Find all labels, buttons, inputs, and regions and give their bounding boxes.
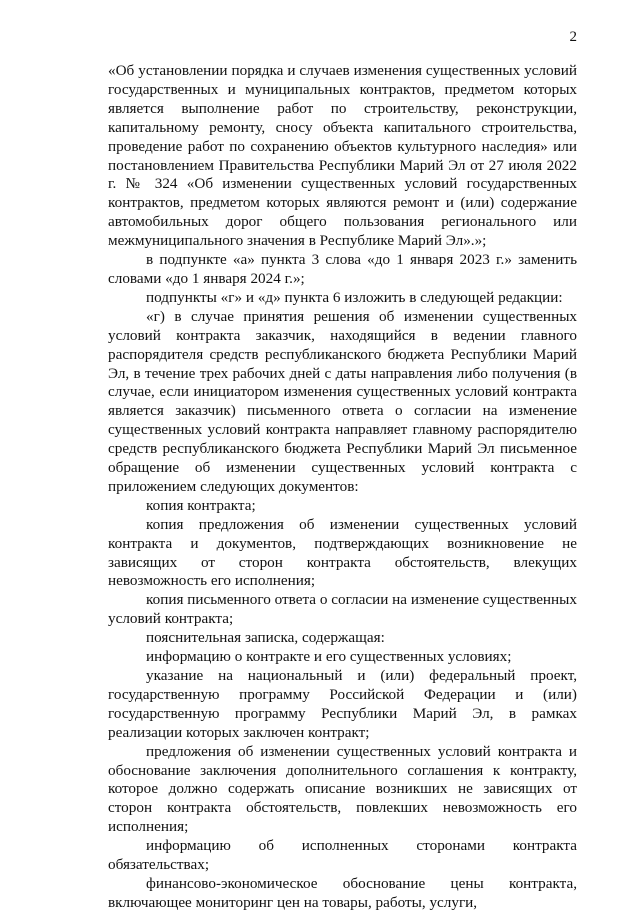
paragraph-9: информацию о контракте и его существенных условиях;	[146, 648, 512, 666]
paragraph-8: пояснительная записка, содержащая:	[146, 629, 385, 647]
page-number: 2	[569, 29, 577, 45]
paragraph-4: «г) в случае принятия решения об изменении существенных условий контракта заказчик, находящийся в ведении главного распорядителя средств республиканского бюджета Республики Марий Эл, в течение трех рабочих дней с даты направления либо получения (в случае, если инициатором изменения существенных условий контракта является заказчик) письменного ответа о согласии на изменение существенных условий контракта направляет главному распорядителю средств республиканского бюджета Республики Марий Эл письменное обращение об изменении существенных условий контракта с приложением следующих документов:	[108, 307, 577, 495]
paragraph-13: финансово-экономическое обоснование цены контракта, включающее мониторинг цен на товары, работы, услуги,	[108, 874, 577, 911]
paragraph-12: информацию об исполненных сторонами контракта обязательствах;	[108, 837, 577, 874]
paragraph-1: «Об установлении порядка и случаев изменения существенных условий государственных и муниципальных контрактов, предметом которых является выполнение работ по строительству, реконструкции, капитальному ремонту, сносу объекта капитального строительства, проведение работ по сохранению объектов культурного наследия» или постановлением Правительства Республики Марий Эл от 27 июля 2022 г. № 324 «Об изменении существенных условий государственных контрактов, предметом которых являются ремонт и (или) содержание автомобильных дорог общего пользования регионального или межмуниципального значения в Республике Марий Эл».»;	[108, 62, 577, 250]
paragraph-5: копия контракта;	[146, 496, 256, 514]
paragraph-6: копия предложения об изменении существенных условий контракта и документов, подтверждающих возникновение не зависящих от сторон контракта обстоятельств, влекущих невозможность его исполнения;	[108, 515, 577, 590]
paragraph-10: указание на национальный и (или) федеральный проект, государственную программу Российской Федерации и (или) государственную программу Республики Марий Эл, в рамках реализации которых заключен контракт;	[108, 667, 577, 741]
paragraph-3: подпункты «г» и «д» пункта 6 изложить в следующей редакции:	[146, 288, 563, 306]
paragraph-2: в подпункте «а» пункта 3 слова «до 1 января 2023 г.» заменить словами «до 1 января 2024 г.»;	[108, 251, 577, 287]
document-body	[108, 62, 577, 913]
paragraph-7: копия письменного ответа о согласии на изменение существенных условий контракта;	[108, 591, 577, 628]
paragraph-11: предложения об изменении существенных условий контракта и обоснование заключения дополнительного соглашения к контракту, которое должно содержать описание возникших не зависящих от сторон контракта обстоятельств, повлекших невозможность его исполнения;	[108, 742, 577, 836]
